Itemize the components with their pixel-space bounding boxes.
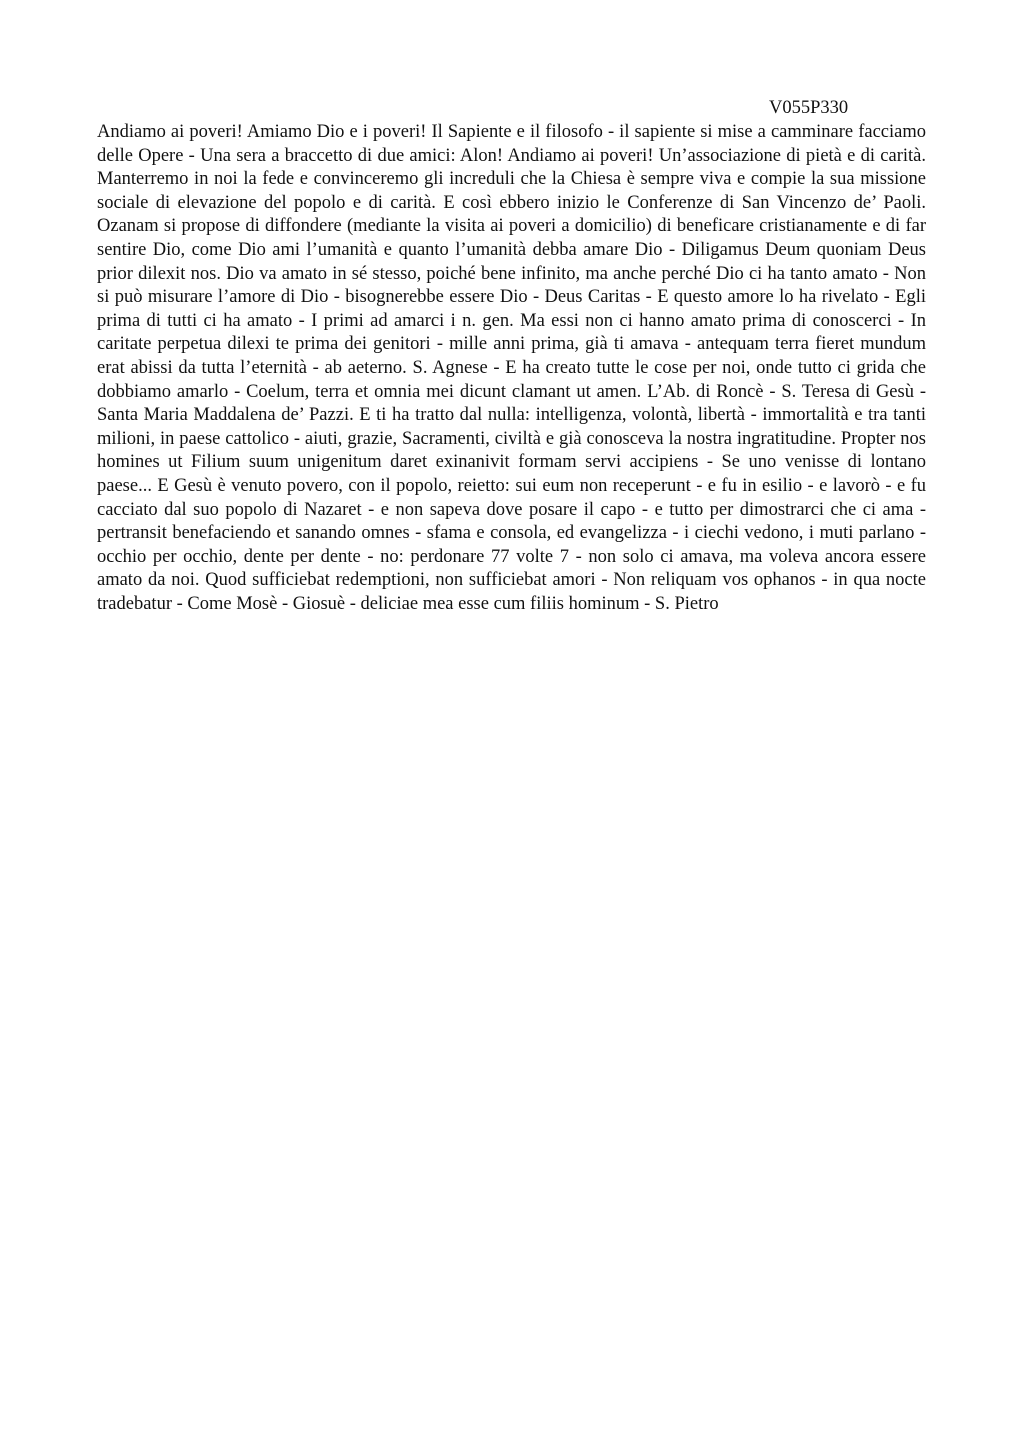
page-identifier: V055P330 — [769, 98, 849, 118]
body-paragraph: Andiamo ai poveri! Amiamo Dio e i poveri! Il Sapiente e il filosofo - il sapiente si mise a camminare facciamo delle Opere - Una sera a braccetto di due amici: Alon! Andiamo ai poveri! Un’associazione di pietà e di carità. Manterremo in noi la fede e convinceremo gli increduli che la Chiesa è sempre viva e compie la sua missione sociale di elevazione del popolo e di carità. E così ebbero inizio le Conferenze di San Vincenzo de’ Paoli. Ozanam si propose di diffondere (mediante la visita ai poveri a domicilio) di beneficare cristianamente e di far sentire Dio, come Dio ami l’umanità e quanto l’umanità debba amare Dio - Diligamus Deum quoniam Deus prior dilexit nos. Dio va amato in sé stesso, poiché bene infinito, ma anche perché Dio ci ha tanto amato - Non si può misurare l’amore di Dio - bisognerebbe essere Dio - Deus Caritas - E questo amore lo ha rivelato - Egli prima di tutti ci ha amato - I primi ad amarci i n. gen. Ma essi non ci hanno amato prima di conoscerci - In caritate perpetua dilexi te prima dei genitori - mille anni prima, già ti amava - antequam terra fieret mundum erat abissi da tutta l’eternità - ab aeterno. S. Agnese - E ha creato tutte le cose per noi, onde tutto ci grida che dobbiamo amarlo - Coelum, terra et omnia mei dicunt clamant ut amen. L’Ab. di Roncè - S. Teresa di Gesù - Santa Maria Maddalena de’ Pazzi. E ti ha tratto dal nulla: intelligenza, volontà, libertà - immortalità e tra tanti milioni, in paese cattolico - aiuti, grazie, Sacramenti, civiltà e già conosceva la nostra ingratitudine. Propter nos homines ut Filium suum unigenitum daret exinanivit formam servi accipiens - Se uno venisse di lontano paese... E Gesù è venuto povero, con il popolo, reietto: sui eum non receperunt - e fu in esilio - e lavorò - e fu cacciato dal suo popolo di Nazaret - e non sapeva dove posare il capo - e tutto per dimostrarci che ci ama - pertransit benefaciendo et sanando omnes - sfama e consola, ed evangelizza - i ciechi vedono, i muti parlano - occhio per occhio, dente per dente - no: perdonare 77 volte 7 - non solo ci amava, ma voleva ancora essere amato da noi. Quod sufficiebat redemptioni, non sufficiebat amori - Non reliquam vos ophanos - in qua nocte tradebatur - Come Mosè - Giosuè - deliciae mea esse cum filiis hominum - S. Pietro — [97, 122, 926, 614]
